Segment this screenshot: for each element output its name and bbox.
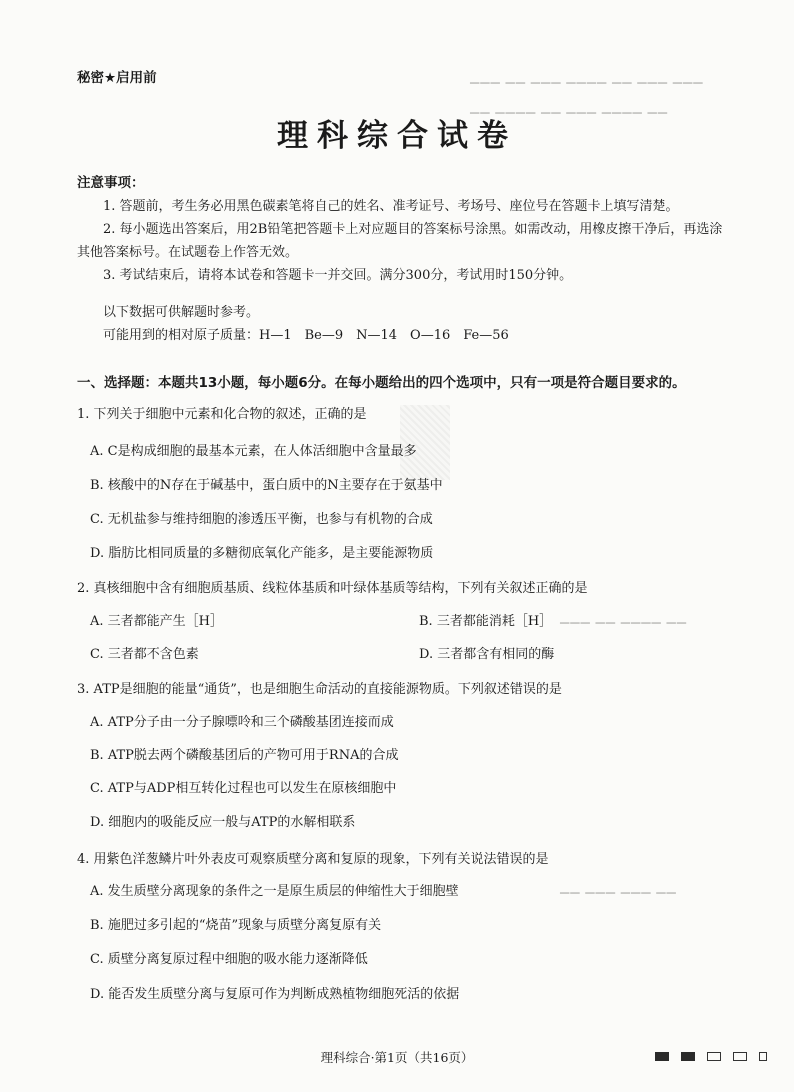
question-2-option-b: B. 三者都能消耗［H］ bbox=[419, 614, 553, 629]
question-2-option-c: C. 三者都不含色素 bbox=[90, 647, 199, 662]
scan-mark-empty bbox=[707, 1052, 721, 1061]
scan-mark-empty bbox=[733, 1052, 747, 1061]
question-4-option-d: D. 能否发生质壁分离与复原可作为判断成熟植物细胞死活的依据 bbox=[90, 987, 460, 1002]
question-3-option-a: A. ATP分子由一分子腺嘌呤和三个磷酸基团连接而成 bbox=[90, 715, 394, 730]
question-4-option-a: A. 发生质壁分离现象的条件之一是原生质层的伸缩性大于细胞壁 bbox=[90, 884, 459, 899]
question-4-option-c: C. 质壁分离复原过程中细胞的吸水能力逐渐降低 bbox=[90, 952, 368, 967]
note-item-3: 3. 考试结束后，请将本试卷和答题卡一并交回。满分300分，考试用时150分钟。 bbox=[103, 268, 573, 283]
question-4-stem: 4. 用紫色洋葱鳞片叶外表皮可观察质壁分离和复原的现象，下列有关说法错误的是 bbox=[77, 852, 549, 867]
scan-marks bbox=[655, 1052, 767, 1061]
secret-label: 秘密★启用前 bbox=[77, 70, 157, 86]
question-3-option-d: D. 细胞内的吸能反应一般与ATP的水解相联系 bbox=[90, 815, 356, 830]
scan-mark-filled bbox=[655, 1052, 669, 1061]
question-3-stem: 3. ATP是细胞的能量“通货”，也是细胞生命活动的直接能源物质。下列叙述错误的是 bbox=[77, 682, 562, 697]
question-2-option-d: D. 三者都含有相同的酶 bbox=[419, 647, 555, 662]
scan-mark-filled bbox=[681, 1052, 695, 1061]
section-heading: 一、选择题：本题共13小题，每小题6分。在每小题给出的四个选项中，只有一项是符合题目要求的。 bbox=[77, 375, 686, 391]
question-1-option-c: C. 无机盐参与维持细胞的渗透压平衡，也参与有机物的合成 bbox=[90, 512, 433, 527]
page-title: 理科综合试卷 bbox=[277, 118, 517, 154]
question-2-stem: 2. 真核细胞中含有细胞质基质、线粒体基质和叶绿体基质等结构，下列有关叙述正确的是 bbox=[77, 581, 588, 596]
question-1-option-b: B. 核酸中的N存在于碱基中，蛋白质中的N主要存在于氨基中 bbox=[90, 478, 443, 493]
question-1-option-d: D. 脂肪比相同质量的多糖彻底氧化产能多，是主要能源物质 bbox=[90, 546, 434, 561]
reference-intro: 以下数据可供解题时参考。 bbox=[103, 305, 260, 320]
bleed-through-text: ▁▁▁ ▁▁ ▁▁▁▁ ▁▁ bbox=[560, 610, 687, 624]
bleed-through-text: ▁▁▁ ▁▁ ▁▁▁ ▁▁▁▁ ▁▁ ▁▁▁ ▁▁▁ bbox=[470, 70, 704, 84]
note-item-1: 1. 答题前，考生务必用黑色碳素笔将自己的姓名、准考证号、考场号、座位号在答题卡上填写清楚。 bbox=[103, 199, 679, 214]
bleed-through-text: ▁▁ ▁▁▁ ▁▁▁ ▁▁ bbox=[560, 880, 677, 894]
question-1-stem: 1. 下列关于细胞中元素和化合物的叙述，正确的是 bbox=[77, 407, 367, 422]
bleed-through-text: ▁▁ ▁▁▁▁ ▁▁ ▁▁▁ ▁▁▁▁ ▁▁ bbox=[470, 100, 668, 114]
scan-mark-empty bbox=[759, 1052, 767, 1061]
note-item-2: 2. 每小题选出答案后，用2B铅笔把答题卡上对应题目的答案标号涂黑。如需改动，用橡皮擦干净后，再选涂其他答案标号。在试题卷上作答无效。 bbox=[77, 222, 723, 260]
question-3-option-b: B. ATP脱去两个磷酸基团后的产物可用于RNA的合成 bbox=[90, 748, 399, 763]
page-footer: 理科综合·第1页（共16页） bbox=[320, 1050, 474, 1065]
notes-heading: 注意事项： bbox=[77, 175, 145, 191]
question-3-option-c: C. ATP与ADP相互转化过程也可以发生在原核细胞中 bbox=[90, 781, 397, 796]
atomic-mass-line: 可能用到的相对原子质量：H—1 Be—9 N—14 O—16 Fe—56 bbox=[103, 328, 509, 343]
question-1-option-a: A. C是构成细胞的最基本元素，在人体活细胞中含量最多 bbox=[90, 444, 417, 459]
question-2-option-a: A. 三者都能产生［H］ bbox=[90, 614, 223, 629]
question-4-option-b: B. 施肥过多引起的“烧苗”现象与质壁分离复原有关 bbox=[90, 918, 382, 933]
